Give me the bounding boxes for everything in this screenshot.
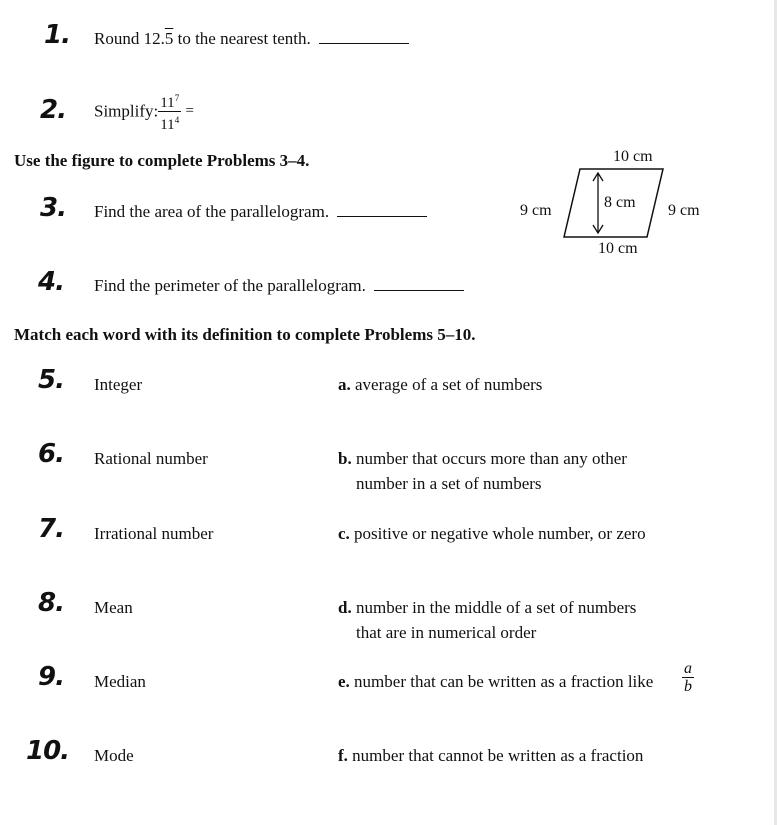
definition-a bbox=[338, 375, 542, 395]
problem-1-text bbox=[94, 29, 409, 49]
fraction-denominator-b: b bbox=[684, 678, 692, 695]
fraction-a-over-b bbox=[682, 660, 694, 695]
word-median: Median bbox=[94, 672, 146, 691]
definition-c bbox=[338, 524, 646, 544]
word-rational-number: Rational number bbox=[94, 449, 208, 468]
figure-bottom-label: 10 cm bbox=[598, 240, 638, 257]
problem-1-text-before: Round 12. bbox=[94, 29, 165, 48]
problem-number-7: 7. bbox=[38, 514, 64, 544]
problem-1-text-after: to the nearest tenth. bbox=[177, 29, 311, 48]
numerator-exponent: 7 bbox=[174, 93, 180, 103]
definition-d-line2: that are in numerical order bbox=[356, 623, 537, 642]
figure-right-label: 9 cm bbox=[668, 202, 700, 219]
definition-b-line1: number that occurs more than any other bbox=[355, 449, 627, 468]
figure-left-label: 9 cm bbox=[520, 202, 552, 219]
definition-letter-a: a. bbox=[338, 375, 351, 394]
definition-f-text: number that cannot be written as a fraction bbox=[352, 746, 644, 765]
answer-blank-1[interactable] bbox=[319, 42, 409, 44]
figure-top-label: 10 cm bbox=[613, 148, 653, 165]
denominator-exponent: 4 bbox=[174, 115, 180, 125]
numerator-base: 11 bbox=[160, 95, 175, 111]
fraction-numerator-a: a bbox=[684, 660, 692, 677]
problem-3-text bbox=[94, 202, 427, 222]
answer-blank-3[interactable] bbox=[337, 215, 427, 217]
problem-number-10: 10. bbox=[26, 736, 70, 766]
answer-blank-4[interactable] bbox=[374, 289, 464, 291]
definition-e-text: number that can be written as a fraction like bbox=[354, 672, 654, 691]
definition-b bbox=[338, 449, 627, 469]
section-heading-figure: Use the figure to complete Problems 3–4. bbox=[14, 151, 310, 170]
problem-4-text bbox=[94, 276, 464, 296]
word-irrational-number: Irrational number bbox=[94, 524, 214, 543]
problem-number-5: 5. bbox=[38, 365, 64, 395]
simplify-label: Simplify: bbox=[94, 101, 159, 121]
definition-letter-c: c. bbox=[338, 524, 350, 543]
problem-number-6: 6. bbox=[38, 439, 64, 469]
problem-number-8: 8. bbox=[38, 588, 64, 618]
definition-d bbox=[338, 598, 636, 618]
problem-4-question: Find the perimeter of the parallelogram. bbox=[94, 276, 366, 295]
problem-number-1: 1. bbox=[44, 20, 70, 50]
word-mode: Mode bbox=[94, 746, 134, 765]
definition-a-text: average of a set of numbers bbox=[355, 375, 543, 394]
exponent-fraction bbox=[158, 90, 181, 133]
definition-letter-f: f. bbox=[338, 746, 348, 765]
equals-sign: = bbox=[185, 103, 194, 119]
definition-f bbox=[338, 746, 643, 766]
definition-d-line1: number in the middle of a set of numbers bbox=[355, 598, 637, 617]
definition-c-text: positive or negative whole number, or zero bbox=[354, 524, 646, 543]
word-mean: Mean bbox=[94, 598, 133, 617]
repeating-digit: 5 bbox=[164, 29, 174, 48]
figure-height-label: 8 cm bbox=[604, 194, 636, 211]
problem-3-question: Find the area of the parallelogram. bbox=[94, 202, 330, 221]
definition-e bbox=[338, 672, 653, 692]
denominator-base: 11 bbox=[160, 117, 175, 133]
problem-2-text bbox=[94, 90, 194, 133]
problem-number-2: 2. bbox=[40, 95, 66, 125]
problem-number-9: 9. bbox=[38, 662, 64, 692]
section-heading-matching: Match each word with its definition to complete Problems 5–10. bbox=[14, 325, 476, 344]
definition-letter-b: b. bbox=[338, 449, 352, 468]
problem-number-4: 4. bbox=[38, 267, 64, 297]
definition-letter-d: d. bbox=[338, 598, 352, 617]
definition-b-line2: number in a set of numbers bbox=[356, 474, 542, 493]
problem-number-3: 3. bbox=[40, 193, 66, 223]
word-integer: Integer bbox=[94, 375, 143, 394]
definition-letter-e: e. bbox=[338, 672, 350, 691]
